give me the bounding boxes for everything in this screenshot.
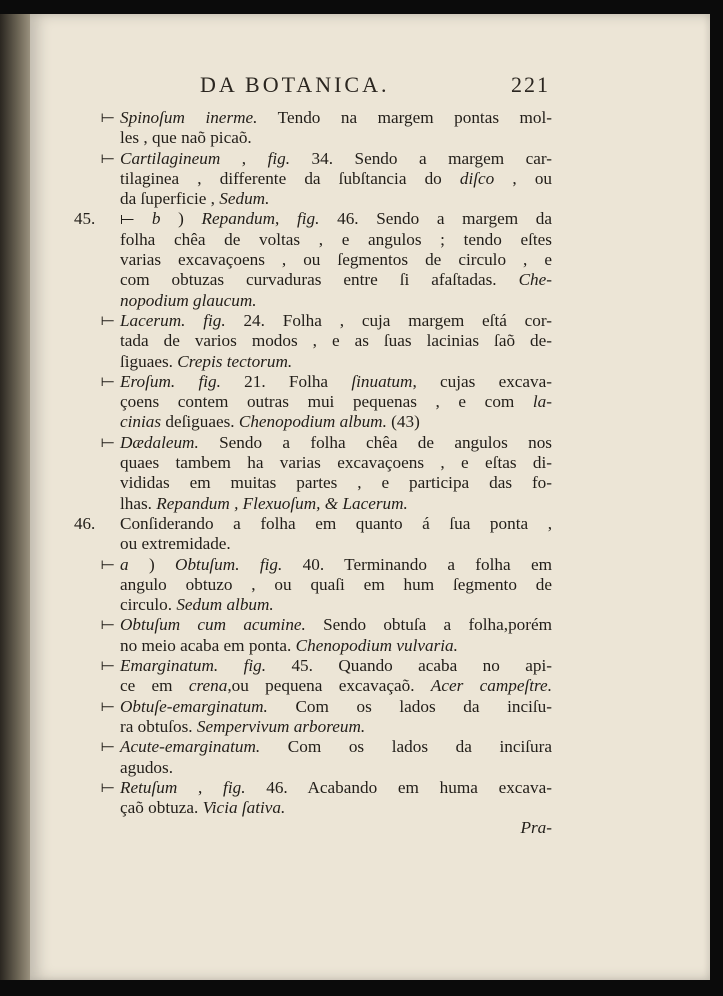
body-text: 21. Folha [220, 371, 352, 391]
italic-text: crena [188, 676, 228, 696]
italic-text: Repandum [201, 209, 276, 229]
text-line [74, 209, 552, 229]
body-text: ce em [120, 676, 189, 696]
entry-marker-icon: ⟝ [100, 778, 114, 796]
body-text: ) [160, 209, 202, 229]
italic-text: Obtuſum cum acumine. [120, 615, 306, 635]
italic-text: ſinuatum [351, 371, 413, 391]
text-line [100, 108, 552, 128]
text-line [120, 230, 552, 250]
italic-text: fig. [223, 777, 246, 797]
text-line [120, 758, 552, 778]
entry-marker-icon: ⟝ [100, 372, 114, 390]
text-line [100, 310, 552, 331]
text-line [100, 554, 552, 575]
body-text: tilaginea , differente da ſubſtancia do [120, 168, 460, 188]
italic-text: la- [532, 392, 552, 412]
italic-text: a [120, 554, 129, 574]
text-line [120, 169, 552, 189]
italic-text: Chenopodium vulvaria. [295, 635, 458, 655]
italic-text: Sedum. [219, 189, 270, 209]
entry-marker-icon: ⟝ [100, 433, 114, 451]
entry-marker-icon: ⟝ [100, 555, 114, 573]
text-line [120, 818, 552, 838]
body-text: , [275, 209, 297, 229]
italic-text: Lacerum. fig. [120, 310, 226, 330]
body-text: vididas em muitas partes , e participa das fo- [120, 473, 552, 493]
entry-marker-icon: ⟝ [100, 616, 114, 634]
text-line [120, 352, 552, 372]
body-text: 45. Quando acaba no api- [266, 656, 552, 676]
page-header [200, 72, 550, 100]
body-text: ⟝ [120, 209, 152, 229]
entry-marker-icon: ⟝ [100, 311, 114, 329]
italic-text: Dædaleum. [120, 432, 199, 452]
body-text: ou extremidade. [120, 534, 231, 554]
text-line [100, 656, 552, 676]
body-text: ſiguaes. [120, 351, 178, 371]
body-text: , ou [494, 168, 552, 188]
running-head: DA BOTANICA. [200, 72, 390, 97]
body-text: 34. Sendo a margem car- [290, 148, 552, 168]
text-line [120, 798, 552, 818]
page-number: 221 [511, 72, 550, 97]
body-text: com obtuzas curvaduras entre ſi afaſtadas. [120, 270, 519, 290]
text-line [120, 250, 552, 270]
body-text: çoens contem outras mui pequenas , e com [120, 392, 533, 412]
italic-text: Sempervivum arboreum. [196, 716, 366, 736]
text-line [74, 513, 552, 534]
italic-text: fig. [297, 209, 320, 229]
body-text: folha chêa de voltas , e angulos ; tendo eſtes [120, 229, 552, 249]
text-line [100, 371, 552, 392]
text-line [120, 270, 552, 290]
body-text: , [220, 148, 268, 168]
text-line [120, 189, 552, 209]
italic-text: diſco [459, 168, 495, 188]
body-text: 24. Folha , cuja margem eſtá cor- [225, 310, 552, 330]
body-text: da ſuperficie , [120, 189, 220, 209]
paragraph-number: 46. [74, 513, 96, 533]
italic-text: Acute-emarginatum. [120, 737, 261, 757]
italic-text: Obtuſum. fig. [175, 554, 283, 574]
body-text: tada de varios modos , e as ſuas lacinias ſaõ de- [120, 331, 552, 351]
entry-marker-icon: ⟝ [100, 657, 114, 675]
text-line [120, 412, 552, 432]
body-text: 46. Acabando em huma excava- [245, 777, 552, 797]
body-text: lhas. [120, 493, 157, 513]
italic-text: Sedum album. [176, 595, 274, 615]
italic-text: Emarginatum. fig. [120, 656, 267, 676]
body-text: Com os lados da inciſura [260, 737, 552, 757]
body-text: , cujas excava- [412, 371, 552, 391]
italic-text: b [151, 209, 161, 229]
body-text: ra obtuſos. [120, 716, 197, 736]
italic-text: Eroſum. fig. [120, 371, 221, 391]
text-line [120, 595, 552, 615]
body-text: agudos. [120, 757, 173, 777]
italic-text: Obtuſe-emarginatum. [120, 696, 268, 716]
body-text: angulo obtuzo , ou quaſi em hum ſegmento de [120, 574, 552, 594]
catchword: Pra- [520, 818, 552, 838]
body-text: Conſiderando a folha em quanto á ſua ponta , [120, 513, 552, 533]
italic-text: Retuſum [120, 777, 178, 797]
italic-text: Acer campeſtre. [430, 676, 552, 696]
body-text: quaes tambem ha varias excavaçoens , e eſtas di- [120, 453, 552, 473]
text-line [120, 717, 552, 737]
text-line [120, 453, 552, 473]
body-text: varias excavaçoens , ou ſegmentos de circulo , e [120, 250, 552, 270]
text-line [100, 432, 552, 453]
text-line [120, 331, 552, 351]
text-line [120, 575, 552, 595]
body-text: circulo. [120, 595, 177, 615]
italic-text: Chenopodium album. [238, 412, 387, 432]
italic-text: Repandum , Flexuoſum, & Lacerum. [156, 493, 408, 513]
text-line [120, 392, 552, 412]
text-line [120, 494, 552, 514]
italic-text: Cartilagineum [120, 148, 221, 168]
text-line [100, 148, 552, 169]
text-line [120, 128, 552, 148]
book-spine-shadow [0, 14, 30, 980]
body-text: no meio acaba em ponta. [120, 635, 296, 655]
text-line [100, 615, 552, 635]
body-text: , [177, 777, 224, 797]
body-text: Sendo a folha chêa de angulos nos [198, 432, 552, 452]
entry-marker-icon: ⟝ [100, 697, 114, 715]
text-line [120, 636, 552, 656]
italic-text: nopodium glaucum. [120, 290, 257, 310]
body-text: Tendo na margem pontas mol- [257, 108, 552, 127]
body-text: ,ou pequena excavaçaõ. [227, 676, 431, 696]
paragraph-number: 45. [74, 209, 96, 229]
text-line [120, 676, 552, 696]
text-line [100, 777, 552, 798]
body-text: deſiguaes. [161, 412, 239, 432]
body-text: Com os lados da inciſu- [267, 696, 552, 716]
page-text [74, 108, 552, 839]
body-text: ) [128, 554, 176, 574]
body-text: (43) [386, 412, 420, 432]
italic-text: cinias [120, 412, 162, 432]
entry-marker-icon: ⟝ [100, 149, 114, 167]
body-text: çaõ obtuza. [120, 798, 203, 818]
italic-text: Che- [518, 270, 552, 290]
body-text: 40. Terminando a folha em [282, 554, 552, 574]
italic-text: Crepis tectorum. [177, 351, 293, 371]
body-text: les , que naõ picaõ. [120, 128, 252, 148]
text-line [120, 534, 552, 554]
italic-text: fig. [267, 148, 291, 168]
text-line [100, 737, 552, 757]
text-line [120, 473, 552, 493]
body-text: 46. Sendo a margem da [319, 209, 552, 229]
entry-marker-icon: ⟝ [100, 738, 114, 756]
entry-marker-icon: ⟝ [100, 109, 114, 126]
italic-text: Vicia ſativa. [202, 798, 286, 818]
text-line [100, 696, 552, 717]
italic-text: Spinoſum inerme. [120, 108, 258, 127]
text-line [120, 291, 552, 311]
body-text: Sendo obtuſa a folha,porém [305, 615, 552, 635]
